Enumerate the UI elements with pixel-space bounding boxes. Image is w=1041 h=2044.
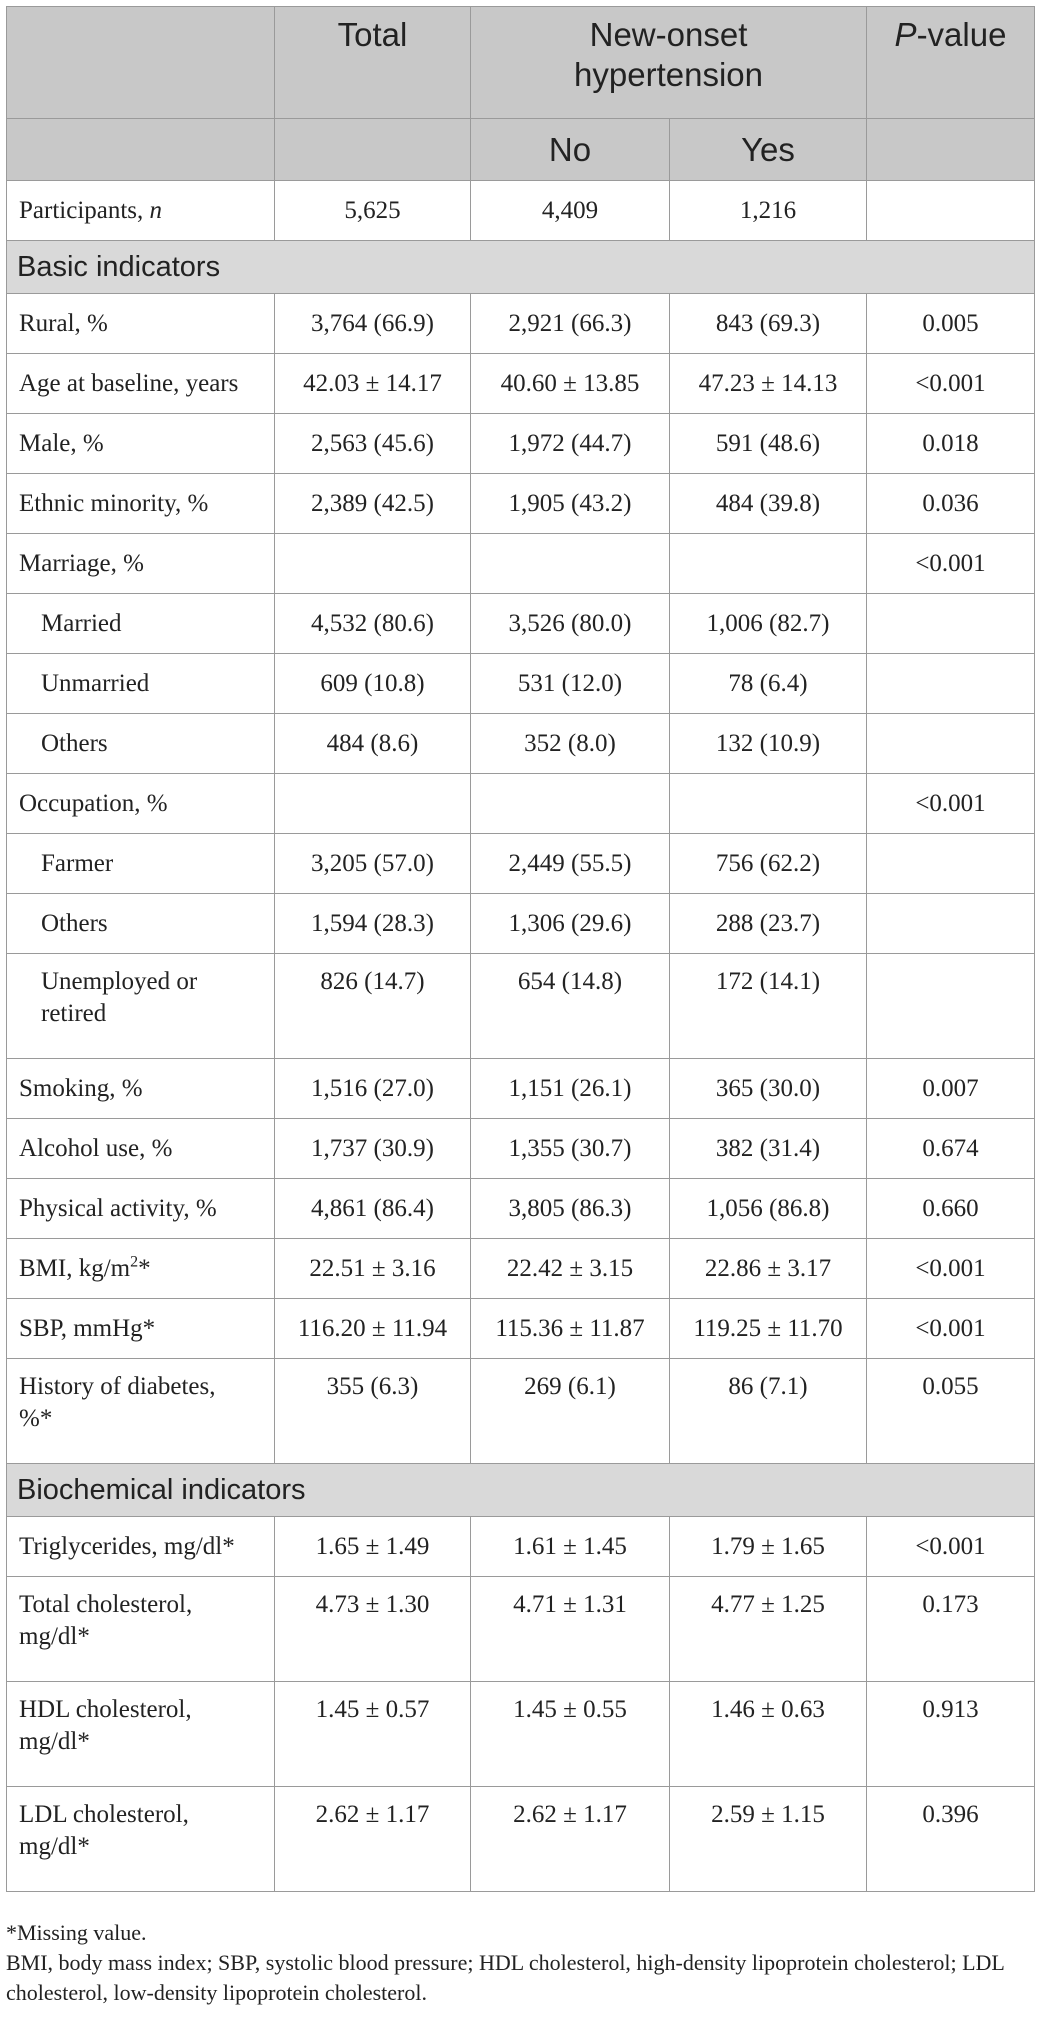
row-label: Married	[7, 594, 275, 654]
cell-total: 1.65 ± 1.49	[275, 1517, 471, 1577]
cell-pvalue	[867, 714, 1035, 774]
cell-no: 3,526 (80.0)	[471, 594, 670, 654]
row-label-line1: Unemployed or	[41, 968, 198, 995]
cell-yes: 4.77 ± 1.25	[670, 1577, 867, 1682]
pvalue-suffix: -value	[916, 16, 1007, 53]
cell-yes: 47.23 ± 14.13	[670, 354, 867, 414]
cell-yes: 132 (10.9)	[670, 714, 867, 774]
header-pvalue	[867, 7, 1035, 119]
cell-pvalue: 0.007	[867, 1059, 1035, 1119]
row-label: Others	[7, 714, 275, 774]
row-label: Male, %	[7, 414, 275, 474]
cell-total: 1,737 (30.9)	[275, 1119, 471, 1179]
cell-total: 5,625	[275, 181, 471, 241]
header-group	[471, 7, 867, 119]
header-yes: Yes	[670, 119, 867, 181]
table-row	[7, 414, 1035, 474]
cell-no: 1,972 (44.7)	[471, 414, 670, 474]
table-row	[7, 1239, 1035, 1299]
row-label: Smoking, %	[7, 1059, 275, 1119]
table-row	[7, 1059, 1035, 1119]
participants-row	[7, 181, 1035, 241]
cell-pvalue: 0.660	[867, 1179, 1035, 1239]
data-table	[6, 6, 1035, 1892]
cell-total: 4.73 ± 1.30	[275, 1577, 471, 1682]
table-body	[7, 181, 1035, 1892]
section-row-basic	[7, 241, 1035, 294]
cell-pvalue	[867, 894, 1035, 954]
table-row	[7, 954, 1035, 1059]
cell-pvalue: 0.173	[867, 1577, 1035, 1682]
cell-pvalue: 0.005	[867, 294, 1035, 354]
cell-yes: 288 (23.7)	[670, 894, 867, 954]
table-container	[6, 6, 1034, 1892]
cell-pvalue: <0.001	[867, 534, 1035, 594]
cell-total: 3,764 (66.9)	[275, 294, 471, 354]
cell-yes: 756 (62.2)	[670, 834, 867, 894]
row-label: Rural, %	[7, 294, 275, 354]
cell-no: 1,355 (30.7)	[471, 1119, 670, 1179]
cell-total: 609 (10.8)	[275, 654, 471, 714]
cell-pvalue	[867, 654, 1035, 714]
cell-pvalue: <0.001	[867, 1517, 1035, 1577]
cell-yes: 1,216	[670, 181, 867, 241]
table-row	[7, 474, 1035, 534]
cell-yes: 1,056 (86.8)	[670, 1179, 867, 1239]
row-label-line1: History of diabetes,	[19, 1373, 216, 1400]
cell-no: 1.61 ± 1.45	[471, 1517, 670, 1577]
section-row-biochemical	[7, 1464, 1035, 1517]
cell-yes: 119.25 ± 11.70	[670, 1299, 867, 1359]
cell-yes: 1.79 ± 1.65	[670, 1517, 867, 1577]
cell-no: 4,409	[471, 181, 670, 241]
cell-total: 484 (8.6)	[275, 714, 471, 774]
row-label-superscript: 2	[130, 1253, 139, 1271]
header-group-line2: hypertension	[574, 56, 763, 93]
cell-pvalue: <0.001	[867, 354, 1035, 414]
cell-total: 1,594 (28.3)	[275, 894, 471, 954]
row-label-line2: retired	[41, 1000, 107, 1027]
cell-pvalue: 0.396	[867, 1787, 1035, 1892]
row-label: Farmer	[7, 834, 275, 894]
cell-pvalue: 0.913	[867, 1682, 1035, 1787]
cell-total	[275, 774, 471, 834]
cell-no: 4.71 ± 1.31	[471, 1577, 670, 1682]
cell-total: 2,389 (42.5)	[275, 474, 471, 534]
cell-pvalue: 0.674	[867, 1119, 1035, 1179]
table-row	[7, 1787, 1035, 1892]
row-label: Triglycerides, mg/dl*	[7, 1517, 275, 1577]
table-row	[7, 294, 1035, 354]
cell-total	[275, 534, 471, 594]
cell-no: 115.36 ± 11.87	[471, 1299, 670, 1359]
row-label-line2: mg/dl*	[19, 1728, 90, 1755]
cell-yes: 843 (69.3)	[670, 294, 867, 354]
cell-no: 1.45 ± 0.55	[471, 1682, 670, 1787]
cell-no: 2,921 (66.3)	[471, 294, 670, 354]
cell-total: 826 (14.7)	[275, 954, 471, 1059]
table-row	[7, 714, 1035, 774]
section-title-biochemical: Biochemical indicators	[7, 1464, 1035, 1517]
cell-yes: 382 (31.4)	[670, 1119, 867, 1179]
cell-no: 654 (14.8)	[471, 954, 670, 1059]
table-row	[7, 774, 1035, 834]
cell-total: 2,563 (45.6)	[275, 414, 471, 474]
table-row	[7, 1299, 1035, 1359]
cell-no: 1,905 (43.2)	[471, 474, 670, 534]
cell-pvalue: <0.001	[867, 1239, 1035, 1299]
cell-pvalue: 0.055	[867, 1359, 1035, 1464]
table-row	[7, 354, 1035, 414]
table-row	[7, 1517, 1035, 1577]
cell-no: 3,805 (86.3)	[471, 1179, 670, 1239]
cell-total: 4,532 (80.6)	[275, 594, 471, 654]
row-label: Physical activity, %	[7, 1179, 275, 1239]
row-label: Age at baseline, years	[7, 354, 275, 414]
cell-yes: 78 (6.4)	[670, 654, 867, 714]
cell-total: 116.20 ± 11.94	[275, 1299, 471, 1359]
row-label-line2: mg/dl*	[19, 1623, 90, 1650]
cell-pvalue	[867, 834, 1035, 894]
row-label: Occupation, %	[7, 774, 275, 834]
cell-total: 2.62 ± 1.17	[275, 1787, 471, 1892]
row-label: Ethnic minority, %	[7, 474, 275, 534]
header-row-2	[7, 119, 1035, 181]
header-empty-cell	[867, 119, 1035, 181]
cell-no: 269 (6.1)	[471, 1359, 670, 1464]
row-label	[7, 1239, 275, 1299]
cell-no: 531 (12.0)	[471, 654, 670, 714]
table-row	[7, 654, 1035, 714]
cell-yes: 172 (14.1)	[670, 954, 867, 1059]
cell-no	[471, 534, 670, 594]
cell-no: 2,449 (55.5)	[471, 834, 670, 894]
row-label	[7, 1359, 275, 1464]
cell-total: 1.45 ± 0.57	[275, 1682, 471, 1787]
cell-pvalue: <0.001	[867, 1299, 1035, 1359]
cell-total: 22.51 ± 3.16	[275, 1239, 471, 1299]
cell-no: 2.62 ± 1.17	[471, 1787, 670, 1892]
row-label-line2: %*	[19, 1405, 53, 1432]
cell-yes: 484 (39.8)	[670, 474, 867, 534]
row-label	[7, 1787, 275, 1892]
cell-no: 352 (8.0)	[471, 714, 670, 774]
row-label-asterisk: *	[138, 1254, 151, 1282]
header-empty-cell	[275, 119, 471, 181]
header-total: Total	[275, 7, 471, 119]
table-row	[7, 1577, 1035, 1682]
cell-pvalue: 0.036	[867, 474, 1035, 534]
cell-no	[471, 774, 670, 834]
row-label	[7, 1577, 275, 1682]
table-row	[7, 1179, 1035, 1239]
row-label: Alcohol use, %	[7, 1119, 275, 1179]
row-label-text: BMI, kg/m	[19, 1254, 131, 1282]
cell-yes: 86 (7.1)	[670, 1359, 867, 1464]
cell-yes	[670, 774, 867, 834]
footnote-missing: *Missing value.	[6, 1920, 147, 1945]
cell-no: 1,151 (26.1)	[471, 1059, 670, 1119]
cell-yes: 1.46 ± 0.63	[670, 1682, 867, 1787]
table-row	[7, 534, 1035, 594]
row-label: SBP, mmHg*	[7, 1299, 275, 1359]
header-empty-cell	[7, 7, 275, 119]
pvalue-symbol: P	[894, 16, 917, 53]
cell-no: 40.60 ± 13.85	[471, 354, 670, 414]
cell-yes: 365 (30.0)	[670, 1059, 867, 1119]
cell-total: 42.03 ± 14.17	[275, 354, 471, 414]
cell-total: 4,861 (86.4)	[275, 1179, 471, 1239]
table-row	[7, 1682, 1035, 1787]
cell-yes: 2.59 ± 1.15	[670, 1787, 867, 1892]
cell-yes: 591 (48.6)	[670, 414, 867, 474]
row-label	[7, 181, 275, 241]
cell-pvalue: <0.001	[867, 774, 1035, 834]
cell-yes	[670, 534, 867, 594]
cell-pvalue	[867, 181, 1035, 241]
cell-yes: 1,006 (82.7)	[670, 594, 867, 654]
row-label	[7, 1682, 275, 1787]
cell-total: 3,205 (57.0)	[275, 834, 471, 894]
cell-pvalue	[867, 594, 1035, 654]
section-title-basic: Basic indicators	[7, 241, 1035, 294]
table-row	[7, 594, 1035, 654]
participants-label: Participants,	[19, 196, 150, 224]
footnote-abbreviations: BMI, body mass index; SBP, systolic blood pressure; HDL cholesterol, high-density lipoprotein cholesterol; LDL cholesterol, low-density lipoprotein cholesterol.	[6, 1950, 1005, 2005]
cell-yes: 22.86 ± 3.17	[670, 1239, 867, 1299]
table-row	[7, 834, 1035, 894]
participants-n: n	[149, 196, 163, 224]
cell-no: 1,306 (29.6)	[471, 894, 670, 954]
cell-pvalue	[867, 954, 1035, 1059]
cell-no: 22.42 ± 3.15	[471, 1239, 670, 1299]
table-row	[7, 1359, 1035, 1464]
cell-total: 1,516 (27.0)	[275, 1059, 471, 1119]
row-label	[7, 954, 275, 1059]
header-no: No	[471, 119, 670, 181]
row-label-line1: HDL cholesterol,	[19, 1696, 192, 1723]
row-label: Others	[7, 894, 275, 954]
cell-pvalue: 0.018	[867, 414, 1035, 474]
row-label: Marriage, %	[7, 534, 275, 594]
row-label-line1: Total cholesterol,	[19, 1591, 193, 1618]
table-row	[7, 894, 1035, 954]
row-label: Unmarried	[7, 654, 275, 714]
cell-total: 355 (6.3)	[275, 1359, 471, 1464]
table-row	[7, 1119, 1035, 1179]
footnotes	[6, 1918, 1036, 2008]
header-group-line1: New-onset	[589, 16, 748, 53]
row-label-line2: mg/dl*	[19, 1833, 90, 1860]
row-label-line1: LDL cholesterol,	[19, 1801, 189, 1828]
header-row-1	[7, 7, 1035, 119]
header-empty-cell	[7, 119, 275, 181]
